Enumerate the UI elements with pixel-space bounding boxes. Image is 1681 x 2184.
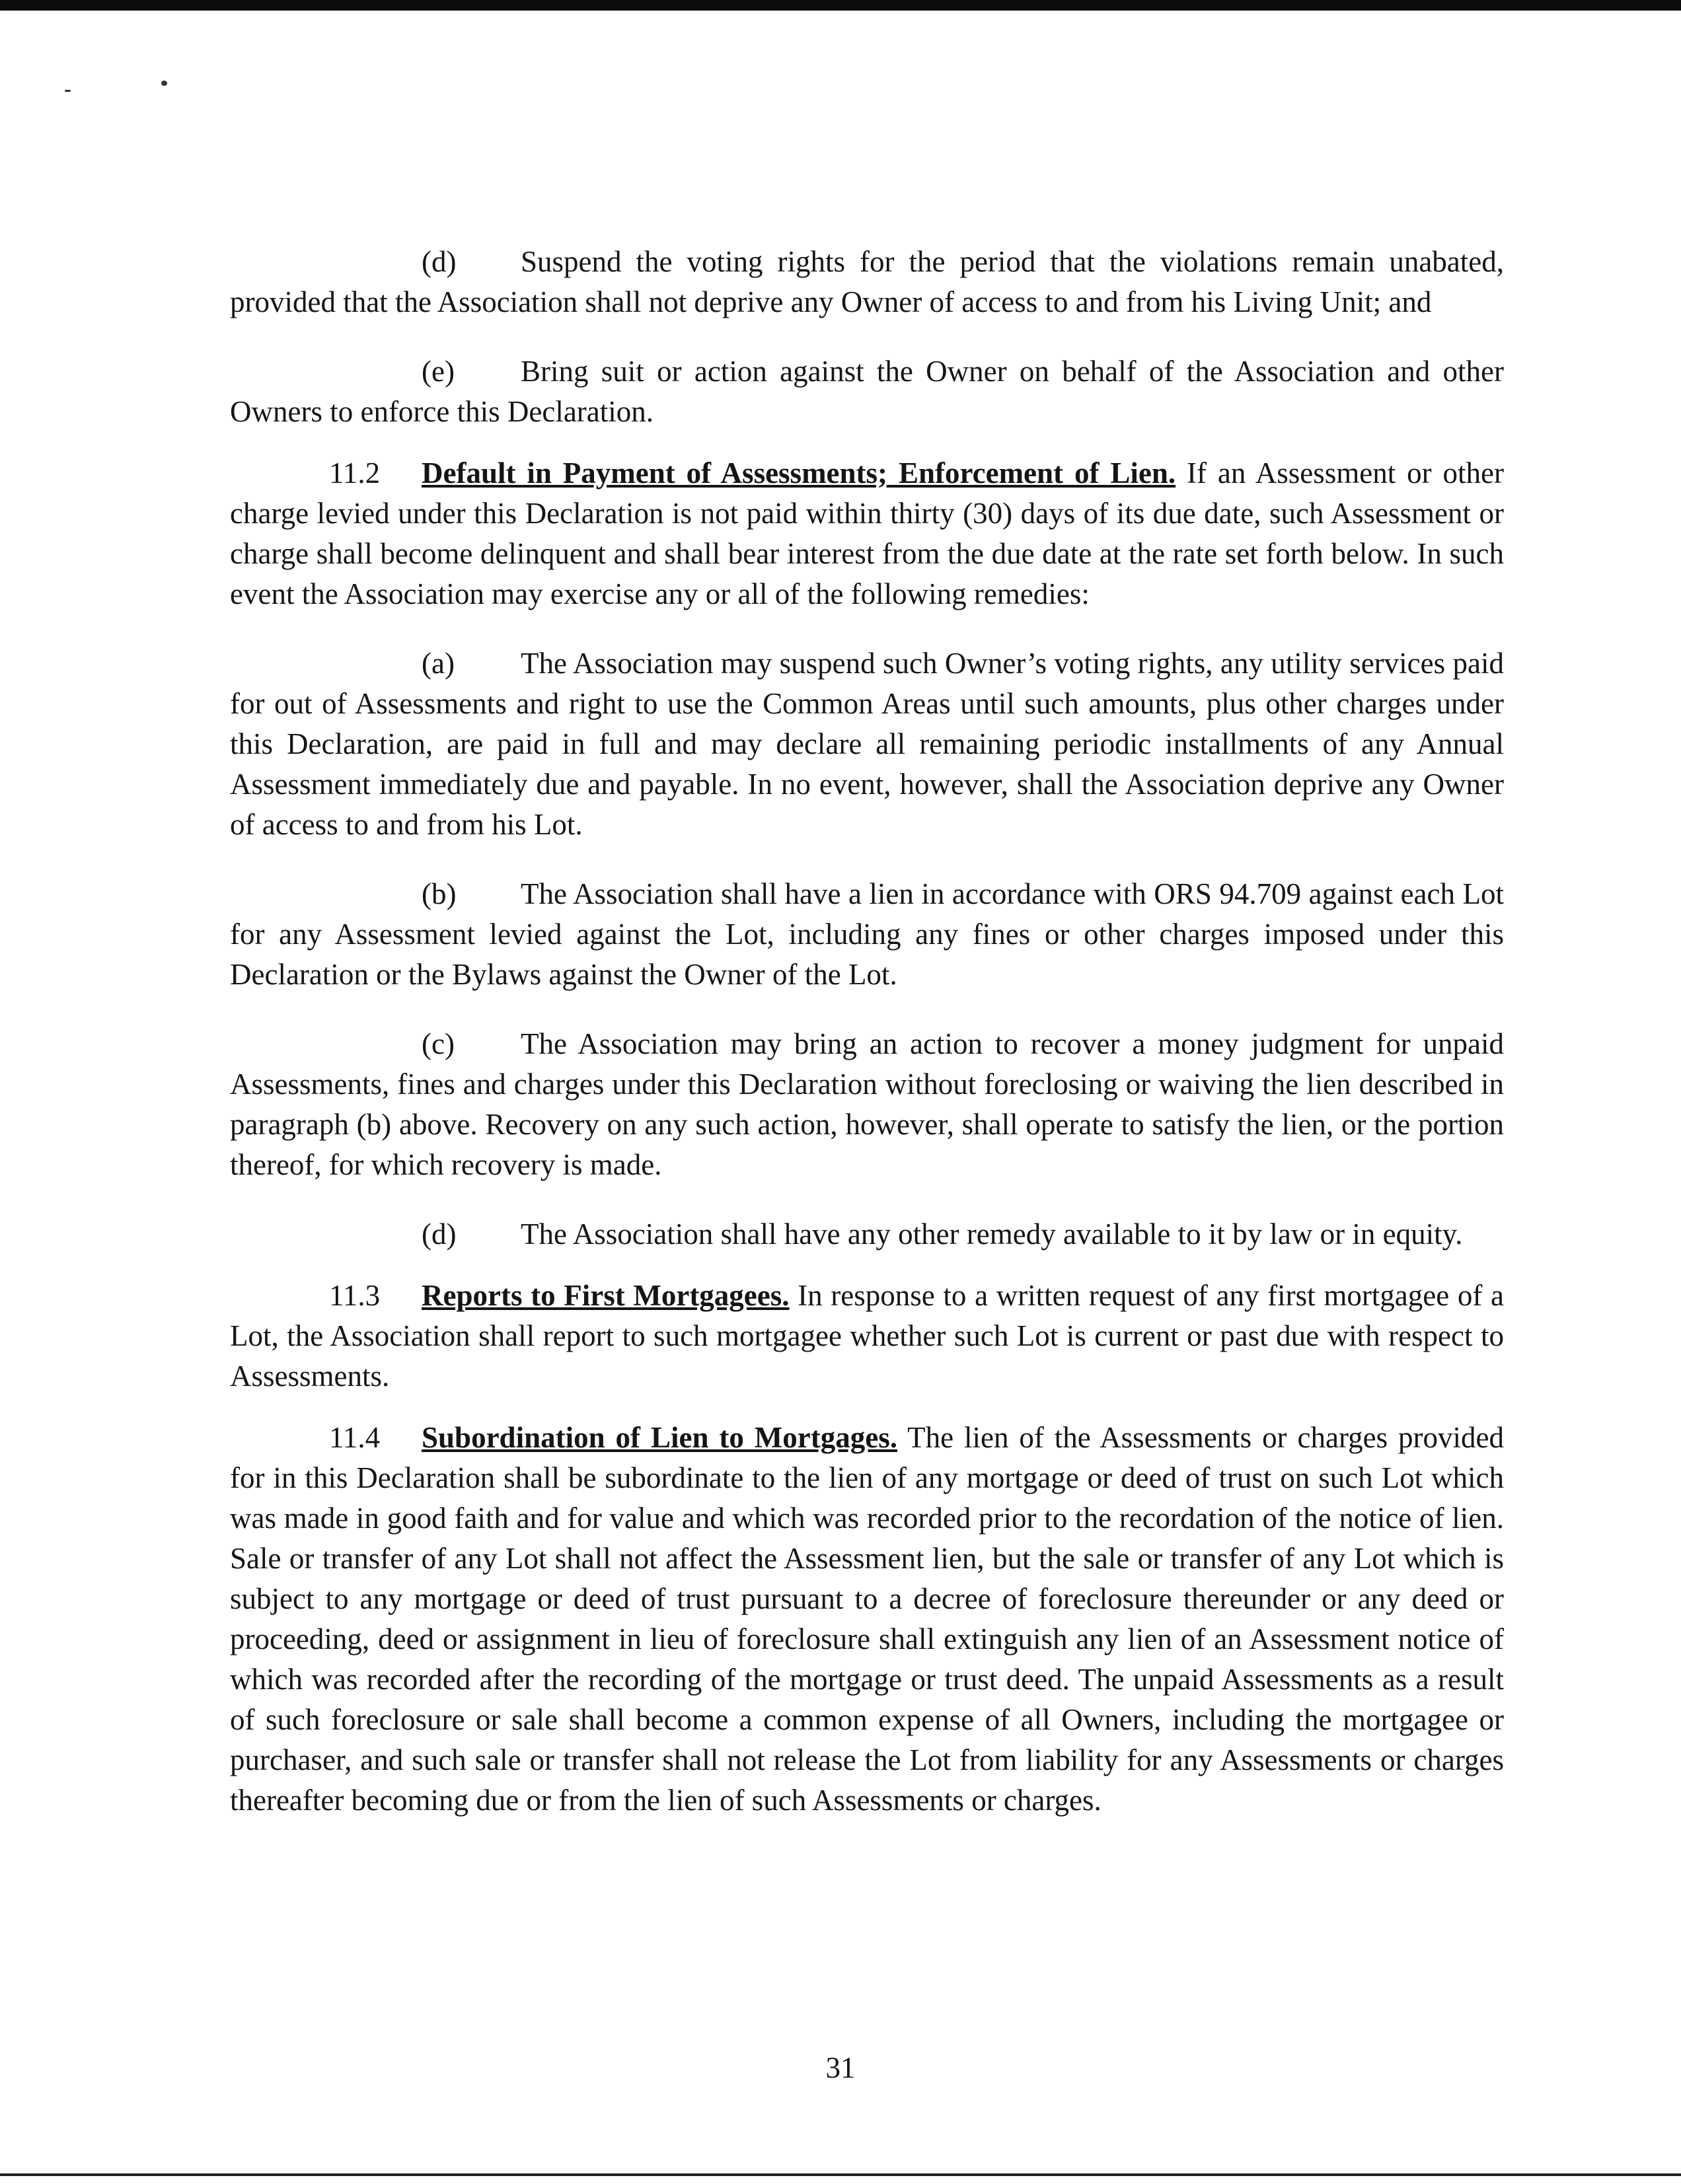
subsection-marker: (d) [422, 1218, 457, 1251]
paragraph-11-2-c [230, 1024, 1504, 1185]
section-11-3 [230, 1276, 1504, 1397]
scan-speck [161, 81, 167, 86]
scan-speck [65, 90, 71, 92]
paragraph-text: The lien of the Assessments or charges provided for in this Declaration shall be subordinate to the lien of any mortgage or deed of trust on such Lot which was made in good faith and for value and which was recorded prior to the recordation of the notice of lien. Sale or transfer of any Lot shall not affect the Assessment lien, but the sale or transfer of any Lot which is subject to any mortgage or deed of trust pursuant to a decree of foreclosure thereunder or any deed or proceeding, deed or assignment in lieu of foreclosure shall extinguish any lien of an Assessment notice of which was recorded after the recording of the mortgage or trust deed. The unpaid Assessments as a result of such foreclosure or sale shall become a common expense of all Owners, including the mortgagee or purchaser, and such sale or transfer shall not release the Lot from liability for any Assessments or charges thereafter becoming due or from the lien of such Assessments or charges. [230, 1421, 1504, 1817]
paragraph-text: Suspend the voting rights for the period that the violations remain unabated, provided that the Association shall not deprive any Owner of access to and from his Living Unit; and [230, 245, 1504, 318]
paragraph-11-2-b [230, 874, 1504, 995]
subsection-marker: (c) [422, 1027, 455, 1060]
paragraph-text: The Association may suspend such Owner’s voting rights, any utility services paid for out of Assessments and right to use the Common Areas until such amounts, plus other charges under this Declaration, are paid in full and may declare all remaining periodic installments of any Annual Assessment immediately due and payable. In no event, however, shall the Association deprive any Owner of access to and from his Lot. [230, 647, 1504, 841]
document-body [230, 242, 1504, 1821]
scan-bottom-border [0, 2173, 1681, 2176]
subsection-marker: (b) [422, 877, 457, 910]
section-11-2 [230, 453, 1504, 614]
paragraph-text: The Association shall have any other remedy available to it by law or in equity. [521, 1218, 1463, 1251]
section-number: 11.4 [329, 1421, 381, 1454]
section-heading: Subordination of Lien to Mortgages. [422, 1421, 897, 1454]
paragraph-11-1-e [230, 351, 1504, 432]
scan-top-border [0, 0, 1681, 11]
subsection-marker: (a) [422, 647, 455, 680]
section-number: 11.3 [329, 1279, 381, 1312]
section-11-4 [230, 1418, 1504, 1821]
paragraph-11-1-d [230, 242, 1504, 322]
subsection-marker: (e) [422, 355, 455, 388]
section-heading: Default in Payment of Assessments; Enforcement of Lien. [422, 456, 1176, 490]
paragraph-11-2-d [230, 1214, 1504, 1255]
paragraph-text: If an Assessment or other charge levied under this Declaration is not paid within thirty (30) days of its due date, such Assessment or charge shall become delinquent and shall bear interest from the due date at the rate set forth below. In such event the Association may exercise any or all of the following remedies: [230, 456, 1505, 610]
paragraph-text: Bring suit or action against the Owner on behalf of the Association and other Owners to enforce this Declaration. [230, 355, 1504, 428]
paragraph-text: The Association may bring an action to recover a money judgment for unpaid Assessments, fines and charges under this Declaration without foreclosing or waiving the lien described in paragraph (b) above. Recovery on any such action, however, shall operate to satisfy the lien, or the portion thereof, for which recovery is made. [230, 1027, 1504, 1181]
paragraph-text: The Association shall have a lien in accordance with ORS 94.709 against each Lot for any Assessment levied against the Lot, including any fines or other charges imposed under this Declaration or the Bylaws against the Owner of the Lot. [230, 877, 1504, 991]
section-number: 11.2 [329, 456, 381, 490]
paragraph-text: In response to a written request of any first mortgagee of a Lot, the Association shall report to such mortgagee whether such Lot is current or past due with respect to Assessments. [230, 1279, 1504, 1393]
subsection-marker: (d) [422, 245, 457, 278]
page-number: 31 [825, 2051, 856, 2084]
paragraph-11-2-a [230, 643, 1504, 845]
section-heading: Reports to First Mortgagees. [422, 1279, 790, 1312]
